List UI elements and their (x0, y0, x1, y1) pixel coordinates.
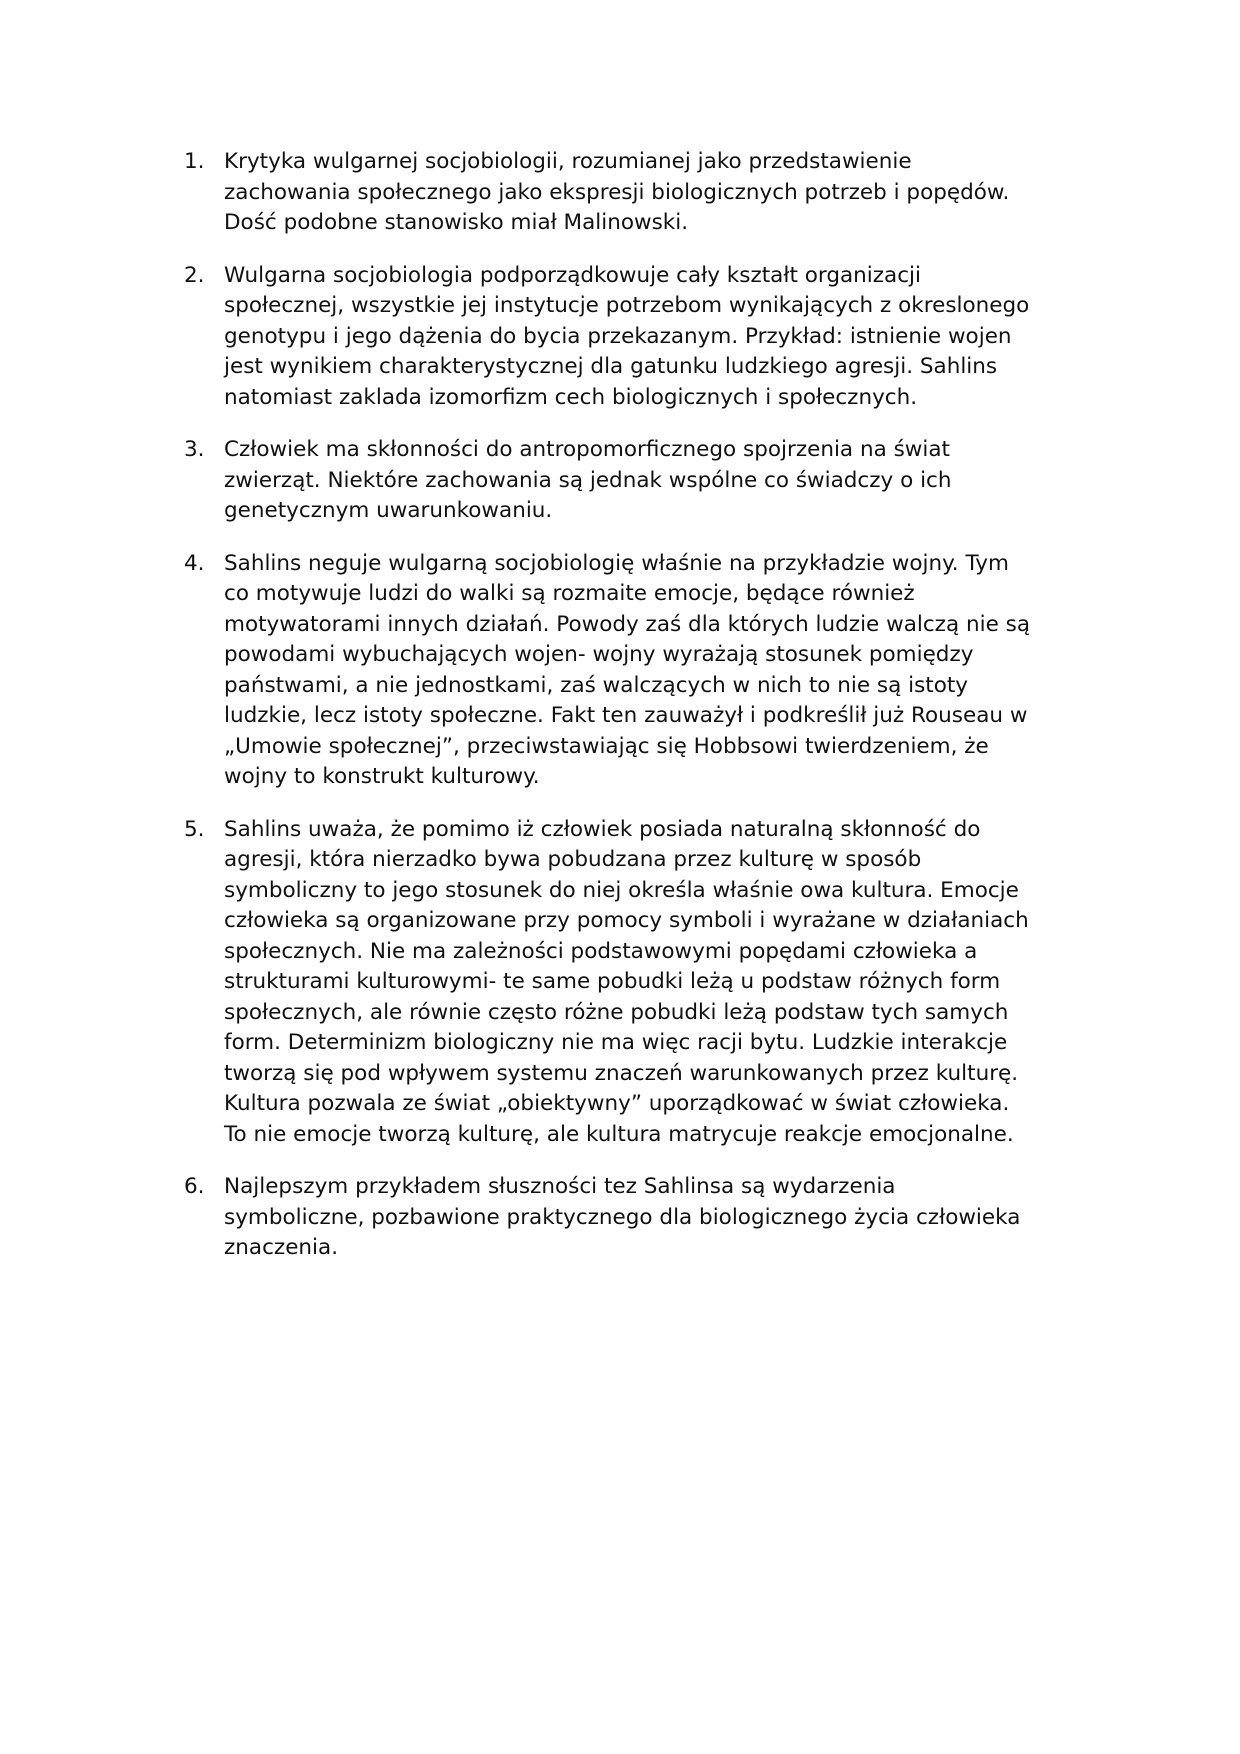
item-text-line: tworzą się pod wpływem systemu znaczeń warunkowanych przez kulturę. (224, 1060, 1019, 1086)
item-text-line: „Umowie społecznej”, przeciwstawiając się Hobbsowi twierdzeniem, że (224, 733, 989, 759)
item-text-line: strukturami kulturowymi- te same pobudki leżą u podstaw różnych form (224, 969, 1001, 994)
item-text-line: agresji, która nierzadko bywa pobudzana przez kulturę w sposób (224, 847, 922, 872)
list-item (180, 1172, 1095, 1264)
item-text-line: państwami, a nie jednostkami, zaś walczących w nich to nie są istoty (224, 672, 969, 698)
item-text-line: Dość podobne stanowisko miał Malinowski. (224, 210, 689, 235)
item-text-line: genotypu i jego dążenia do bycia przekazanym. Przykład: istnienie wojen (224, 323, 1012, 349)
list-item (180, 147, 1095, 239)
item-text-line: Krytyka wulgarnej socjobiologii, rozumianej jako przedstawienie (224, 149, 912, 174)
item-text-line: człowieka są organizowane przy pomocy symboli i wyrażane w działaniach (224, 908, 1029, 933)
item-text-line: ludzkie, lecz istoty społeczne. Fakt ten zauważył i podkreślił już Rouseau w (224, 703, 1028, 728)
item-text-line: społecznej, wszystkie jej instytucje potrzebom wynikających z okreslonego (224, 293, 1030, 318)
item-text-line: co motywuje ludzi do walki są rozmaite emocje, będące również (224, 581, 915, 606)
item-text-line: wojny to konstrukt kulturowy. (224, 764, 540, 789)
item-text-line: jest wynikiem charakterystycznej dla gatunku ludzkiego agresji. Sahlins (224, 354, 998, 379)
item-text-line: powodami wybuchających wojen- wojny wyrażają stosunek pomiędzy (224, 642, 974, 667)
item-number: 1. (184, 149, 205, 174)
item-text-line: symboliczne, pozbawione praktycznego dla biologicznego życia człowieka (224, 1204, 1021, 1230)
item-number: 3. (184, 437, 205, 462)
item-text-line: Najlepszym przykładem słuszności tez Sahlinsa są wydarzenia (224, 1174, 896, 1199)
item-text-line: społecznych. Nie ma zależności podstawowymi popędami człowieka a (224, 938, 978, 964)
item-text-line: genetycznym uwarunkowaniu. (224, 498, 553, 523)
item-text-line: motywatorami innych działań. Powody zaś dla których ludzie walczą nie są (224, 611, 1031, 637)
item-text-line: To nie emocje tworzą kulturę, ale kultura matrycuje reakcje emocjonalne. (224, 1121, 1014, 1147)
item-text-line: symboliczny to jego stosunek do niej określa właśnie owa kultura. Emocje (224, 877, 1019, 903)
item-number: 2. (184, 262, 205, 288)
numbered-list (180, 147, 1095, 1286)
item-number: 6. (184, 1174, 205, 1199)
list-item (180, 261, 1095, 414)
item-text-line: form. Determinizm biologiczny nie ma więc racji bytu. Ludzkie interakcje (224, 1030, 1008, 1055)
item-number: 4. (184, 550, 205, 576)
item-text-line: zachowania społecznego jako ekspresji biologicznych potrzeb i popędów. (224, 179, 1010, 205)
item-text-line: Sahlins neguje wulgarną socjobiologię właśnie na przykładzie wojny. Tym (224, 550, 1009, 576)
list-item (180, 435, 1095, 527)
item-number: 5. (184, 816, 205, 842)
item-text-line: natomiast zaklada izomorfizm cech biologicznych i społecznych. (224, 384, 918, 410)
list-item (180, 549, 1095, 793)
item-text-line: znaczenia. (224, 1235, 339, 1260)
list-item (180, 815, 1095, 1151)
item-text-line: społecznych, ale równie często różne pobudki leżą podstaw tych samych (224, 999, 1009, 1025)
item-text-line: Wulgarna socjobiologia podporządkowuje cały kształt organizacji (224, 262, 921, 288)
item-text-line: Człowiek ma skłonności do antropomorficznego spojrzenia na świat (224, 437, 950, 462)
item-text-line: Kultura pozwala ze świat „obiektywny” uporządkować w świat człowieka. (224, 1091, 1010, 1116)
item-text-line: Sahlins uważa, że pomimo iż człowiek posiada naturalną skłonność do (224, 816, 981, 842)
item-text-line: zwierząt. Niektóre zachowania są jednak wspólne co świadczy o ich (224, 467, 952, 493)
